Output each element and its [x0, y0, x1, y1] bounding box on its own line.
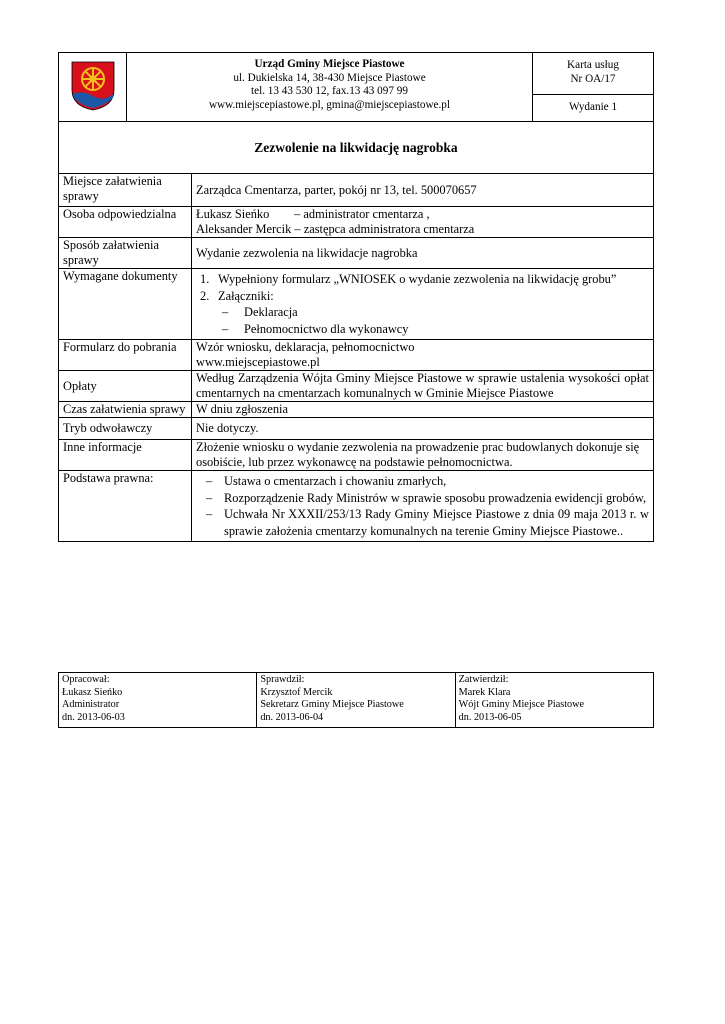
prepared-role: Administrator [62, 699, 120, 711]
card-number-cell [533, 53, 653, 95]
person-line-2: Aleksander Mercik – zastępca administratora cmentarza [196, 222, 475, 236]
label-documents: Wymagane dokumenty [59, 269, 192, 340]
list-subitem: – Deklaracja [222, 305, 298, 319]
value-appeal: Nie dotyczy. [192, 418, 654, 440]
list-subitem: – Pełnomocnictwo dla wykonawcy [222, 321, 409, 336]
value-forms [192, 340, 654, 371]
edition-cell [533, 95, 653, 121]
forms-line-1: Wzór wniosku, deklaracja, pełnomocnictwo [196, 340, 415, 354]
prepared-cell [59, 673, 257, 728]
checked-label: Sprawdził: [260, 674, 305, 685]
label-other: Inne informacje [59, 440, 192, 471]
office-info [127, 53, 533, 121]
value-legal [192, 471, 654, 542]
row-method [59, 238, 654, 269]
label-fees: Opłaty [59, 371, 192, 402]
coat-of-arms-wheel-icon [70, 60, 116, 112]
list-item: – Rozporządzenie Rady Ministrów w sprawie sposobu prowadzenia ewidencji grobów, [206, 490, 647, 505]
label-place: Miejsce załatwienia sprawy [59, 174, 192, 207]
approved-name: Marek Klara [458, 686, 511, 698]
document-title [58, 121, 654, 174]
approved-cell [455, 673, 653, 728]
value-place: Zarządca Cmentarza, parter, pokój nr 13, tel. 500070657 [192, 174, 654, 207]
logo-cell [59, 53, 127, 121]
prepared-name: Łukasz Sieńko [62, 686, 123, 698]
service-details-table [58, 173, 654, 542]
row-forms [59, 340, 654, 371]
office-web-email: www.miejscepiastowe.pl, gmina@miejscepiastowe.pl [208, 98, 451, 111]
checked-name: Krzysztof Mercik [260, 686, 333, 698]
list-item: – Ustawa o cmentarzach i chowaniu zmarłych, [206, 474, 447, 488]
card-label: Karta usług [567, 59, 619, 71]
prepared-label: Opracował: [62, 674, 110, 685]
label-person: Osoba odpowiedzialna [59, 207, 192, 238]
forms-link[interactable]: www.miejscepiastowe.pl [196, 355, 320, 369]
label-method: Sposób załatwienia sprawy [59, 238, 192, 269]
list-item: 2. Załączniki: [200, 288, 274, 303]
row-documents [59, 269, 654, 340]
value-documents [192, 269, 654, 340]
label-legal: Podstawa prawna: [59, 471, 192, 542]
checked-role: Sekretarz Gminy Miejsce Piastowe [260, 699, 404, 711]
office-address: ul. Dukielska 14, 38-430 Miejsce Piastowe [233, 71, 426, 84]
label-appeal: Tryb odwoławczy [59, 418, 192, 440]
row-legal [59, 471, 654, 542]
card-number: Nr OA/17 [570, 72, 616, 85]
list-item: – Uchwała Nr XXXII/253/13 Rady Gminy Miejsce Piastowe z dnia 09 maja 2013 r. w sprawie założenia cmentarzy komunalnych na terenie Gminy Miejsce Piastowe.. [206, 507, 649, 538]
approved-label: Zatwierdził: [458, 674, 509, 685]
list-item: 1. Wypełniony formularz „WNIOSEK o wydanie zezwolenia na likwidację grobu” [200, 272, 617, 286]
row-place [59, 174, 654, 207]
value-person [192, 207, 654, 238]
approval-footer-table [58, 672, 654, 728]
value-fees: Według Zarządzenia Wójta Gminy Miejsce Piastowe w sprawie ustalenia wysokości opłat cmentarnych na cmentarzach komunalnych w Gminie Miejsce Piastowe [192, 371, 654, 402]
row-fees [59, 371, 654, 402]
checked-date: dn. 2013-06-04 [260, 711, 324, 723]
row-person [59, 207, 654, 238]
office-phone: tel. 13 43 530 12, fax.13 43 097 99 [251, 85, 408, 97]
row-time [59, 402, 654, 418]
approved-role: Wójt Gminy Miejsce Piastowe [458, 699, 585, 711]
office-name: Urząd Gminy Miejsce Piastowe [254, 58, 405, 70]
checked-cell [257, 673, 455, 728]
value-method: Wydanie zezwolenia na likwidacje nagrobka [192, 238, 654, 269]
document-header [58, 52, 654, 122]
row-other [59, 440, 654, 471]
value-other: Złożenie wniosku o wydanie zezwolenia na prowadzenie prac budowlanych dokonuje się osobiście, lub przez wykonawcę na podstawie pełnomocnictwa. [192, 440, 654, 471]
approved-date: dn. 2013-06-05 [458, 711, 522, 723]
person-line-1: Łukasz Sieńko – administrator cmentarza , [196, 207, 430, 221]
prepared-date: dn. 2013-06-03 [62, 711, 125, 723]
document-title-text: Zezwolenie na likwidację nagrobka [254, 140, 458, 155]
row-appeal [59, 418, 654, 440]
value-time: W dniu zgłoszenia [192, 402, 654, 418]
label-forms: Formularz do pobrania [59, 340, 192, 371]
label-time: Czas załatwienia sprawy [59, 402, 192, 418]
edition: Wydanie 1 [568, 101, 618, 113]
